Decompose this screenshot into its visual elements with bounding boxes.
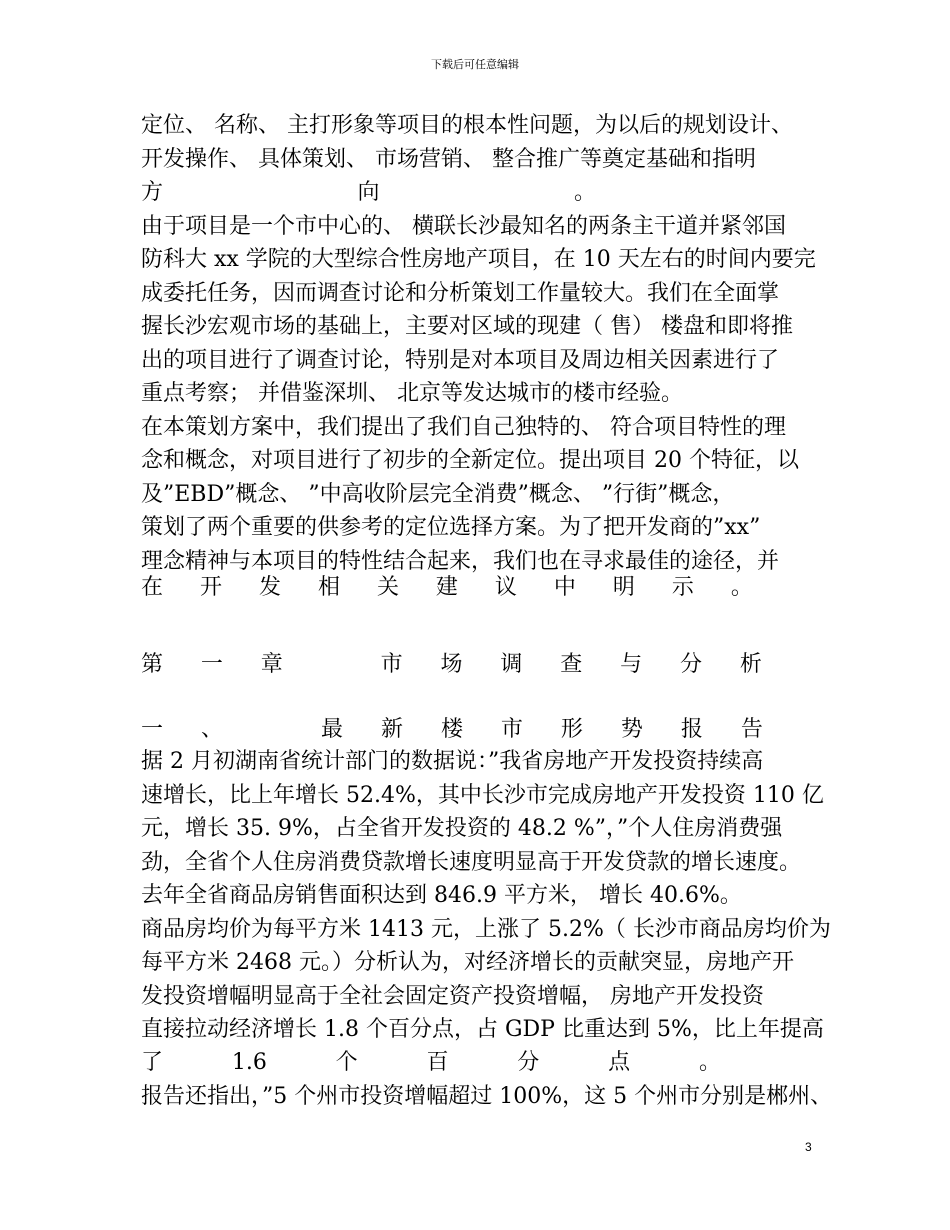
- text-line: 报告还指出，”5 个州市投资增幅超过 100%，这 5 个州市分别是郴州、: [141, 1084, 833, 1109]
- text-line: 元，增长 35. 9%，占全省开发投资的 48.2 %”，”个人住房消费强: [141, 816, 783, 841]
- text-line: 策划了两个重要的供参考的定位选择方案。为了把开发商的”xx”: [141, 515, 761, 540]
- page-number: 3: [805, 1140, 812, 1154]
- chapter-heading: 第 一 章 市 场 调 查 与 分 析: [141, 652, 762, 677]
- text-line: 去年全省商品房销售面积达到 846.9 平方米， 增长 40.6%。: [141, 883, 742, 908]
- text-line: 理念精神与本项目的特性结合起来，我们也在寻求最佳的途径，并: [141, 549, 780, 574]
- text-line: 念和概念，对项目进行了初步的全新定位。提出项目 20 个特征，以: [141, 448, 799, 473]
- text-line: 定位、 名称、 主打形象等项目的根本性问题，为以后的规划设计、: [141, 113, 793, 138]
- section-heading: 一 、 最 新 楼 市 形 势 报 告: [141, 717, 763, 742]
- text-line: 成委托任务，因而调查讨论和分析策划工作量较大。我们在全面掌: [141, 281, 780, 306]
- text-line: 开发操作、 具体策划、 市场营销、 整合推广等奠定基础和指明: [141, 147, 756, 172]
- spread-line: 在 开 发 相 关 建 议 中 明 示 。: [141, 575, 753, 600]
- text-line: 出的项目进行了调查讨论，特别是对本项目及周边相关因素进行了: [141, 348, 780, 373]
- text-line: 及”EBD”概念、 ”中高收阶层完全消费”概念、 ”行街”概念，: [141, 482, 735, 507]
- spread-line: 方 向 。: [141, 180, 596, 205]
- text-line: 握长沙宏观市场的基础上，主要对区域的现建（ 售） 楼盘和即将推: [141, 314, 793, 339]
- text-line: 由于项目是一个市中心的、 横联长沙最知名的两条主干道并紧邻国: [141, 214, 786, 239]
- text-line: 在本策划方案中，我们提出了我们自己独特的、 符合项目特性的理: [141, 415, 786, 440]
- text-line: 据 2 月初湖南省统计部门的数据说：”我省房地产开发投资持续高: [141, 749, 764, 774]
- text-line: 劲，全省个人住房消费贷款增长速度明显高于开发贷款的增长速度。: [141, 850, 802, 875]
- text-line: 重点考察； 并借鉴深圳、 北京等发达城市的楼市经验。: [141, 381, 683, 406]
- page-header: 下载后可任意编辑: [431, 58, 519, 71]
- text-line: 防科大 xx 学院的大型综合性房地产项目，在 10 天左右的时间内要完: [141, 247, 816, 272]
- text-line: 速增长，比上年增长 52.4%，其中长沙市完成房地产开发投资 110 亿: [141, 783, 824, 808]
- text-line: 直接拉动经济增长 1.8 个百分点，占 GDP 比重达到 5%，比上年提高: [141, 1017, 824, 1042]
- text-line: 商品房均价为每平方米 1413 元，上涨了 5.2%（ 长沙市商品房均价为: [141, 917, 831, 942]
- spread-line: 了 1.6 个 百 分 点 。: [141, 1050, 721, 1075]
- text-line: 每平方米 2468 元。）分析认为，对经济增长的贡献突显，房地产开: [141, 950, 794, 975]
- text-line: 发投资增幅明显高于全社会固定资产投资增幅， 房地产开发投资: [141, 984, 764, 1009]
